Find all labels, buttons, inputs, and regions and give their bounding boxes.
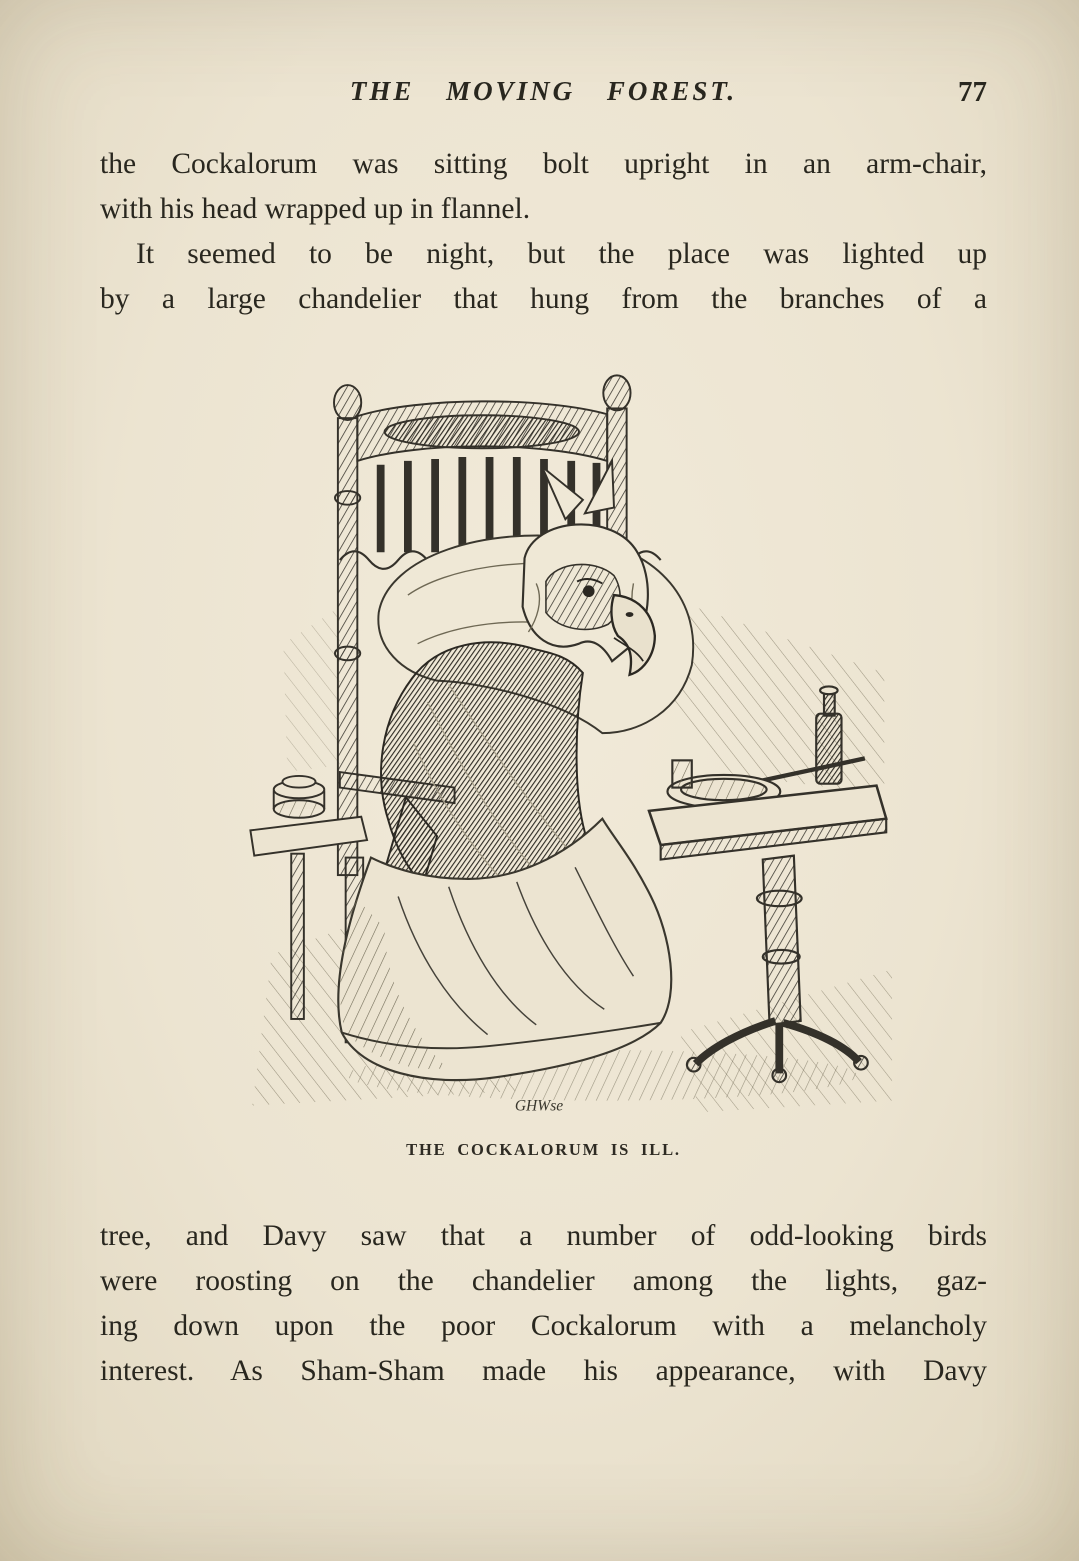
cockalorum-drawing xyxy=(194,352,894,1124)
running-title: THE MOVING FOREST. xyxy=(349,76,738,106)
artist-signature: GHWse xyxy=(514,1097,563,1115)
text-line: by a large chandelier that hung from the branches of a xyxy=(100,283,987,315)
text-block-bottom xyxy=(100,1214,987,1394)
text-line: were roosting on the chandelier among the lights, gaz- xyxy=(100,1265,987,1297)
bird-eye xyxy=(582,585,594,597)
text-line: interest. As Sham-Sham made his appearance, with Davy xyxy=(100,1355,987,1387)
text-line: the Cockalorum was sitting bolt upright in an arm-chair, xyxy=(100,148,987,180)
text-line: It seemed to be night, but the place was lighted up xyxy=(136,238,987,270)
page-header xyxy=(100,76,987,116)
text-block-top xyxy=(100,142,987,322)
text-line: with his head wrapped up in flannel. xyxy=(100,193,531,225)
medicine-bottle xyxy=(816,714,841,784)
page-number: 77 xyxy=(958,76,987,108)
text-line: tree, and Davy saw that a number of odd-looking birds xyxy=(100,1220,987,1252)
illustration-figure xyxy=(100,352,987,1160)
illustration-caption: THE COCKALORUM IS ILL. xyxy=(406,1140,681,1159)
text-line: ing down upon the poor Cockalorum with a melancholy xyxy=(100,1310,987,1342)
